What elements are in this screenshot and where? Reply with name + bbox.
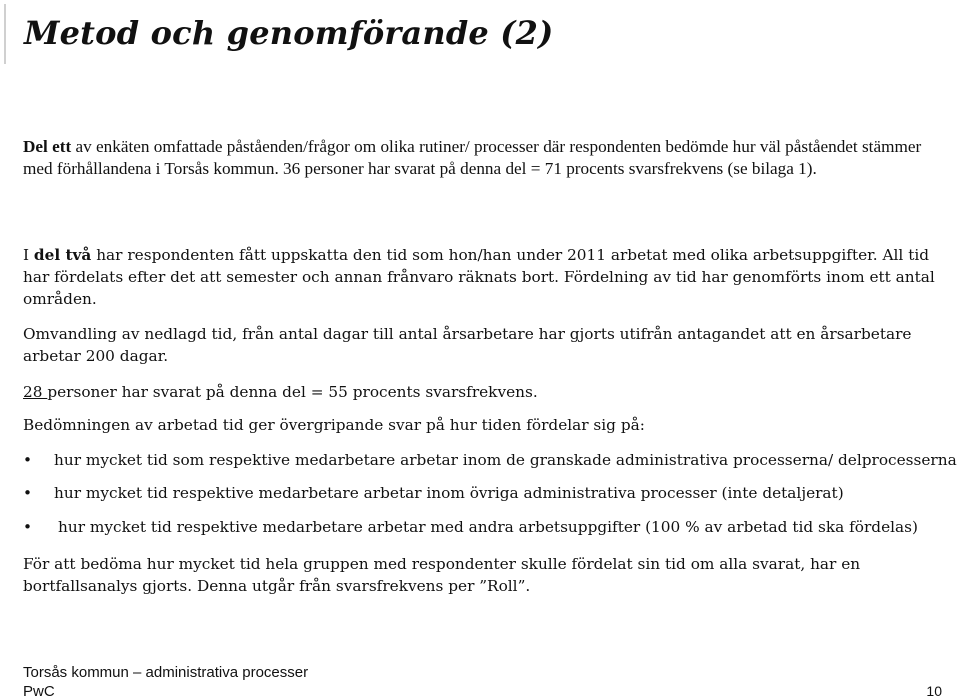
bullet-text: hur mycket tid som respektive medarbetare arbetar inom de granskade administrativa processerna/ delprocesserna	[54, 451, 957, 469]
bullet-text: hur mycket tid respektive medarbetare arbetar inom övriga administrativa processer (inte detaljerat)	[54, 484, 844, 502]
respondent-count: 28	[23, 383, 48, 401]
bullet-text: hur mycket tid respektive medarbetare arbetar med andra arbetsuppgifter (100 % av arbetad tid ska fördelas)	[58, 518, 918, 536]
paragraph-omvandling: Omvandling av nedlagd tid, från antal dagar till antal årsarbetare har gjorts utifrån antagandet att en årsarbetare arbetar 200 dagar.	[23, 325, 912, 365]
paragraph-bortfallsanalys: För att bedöma hur mycket tid hela gruppen med respondenter skulle fördelat sin tid om alla svarat, har en bortfallsanalys gjorts. Denna utgår från svarsfrekvens per ”Roll”.	[23, 555, 861, 595]
del-tva-pre: I	[23, 246, 34, 264]
left-rule	[4, 4, 6, 64]
paragraph-del-tva	[23, 244, 955, 310]
footer-company: PwC	[23, 683, 55, 700]
bullet-icon: •	[23, 451, 33, 469]
del-tva-text: har respondenten fått uppskatta den tid som hon/han under 2011 arbetat med olika arbetsuppgifter. All tid har fördelats efter det att semester och annan frånvaro räknats bort. Fördelning av tid har genomförts inom ett antal områden.	[23, 246, 935, 308]
del-tva-label: del två	[33, 246, 92, 264]
bullet-icon: •	[23, 518, 33, 536]
paragraph-svarsfrekvens	[23, 381, 955, 403]
bullet-icon: •	[23, 484, 33, 502]
page-number: 10	[926, 683, 942, 699]
paragraph-bedomning: Bedömningen av arbetad tid ger övergripande svar på hur tiden fördelar sig på:	[23, 416, 645, 434]
paragraph-del-ett	[23, 136, 955, 180]
slide-title: Metod och genomförande (2)	[24, 14, 554, 52]
del-ett-text: av enkäten omfattade påståenden/frågor om olika rutiner/ processer där respondenten bedömde hur väl påståendet stämmer med förhållandena i Torsås kommun. 36 personer har svarat på denna del = 71 procents svarsfrekvens (se bilaga 1).	[23, 137, 922, 178]
del-ett-label: Del ett	[23, 137, 72, 156]
footer-title: Torsås kommun – administrativa processer	[23, 664, 309, 681]
svarsfrekvens-text: personer har svarat på denna del = 55 procents svarsfrekvens.	[47, 383, 538, 401]
